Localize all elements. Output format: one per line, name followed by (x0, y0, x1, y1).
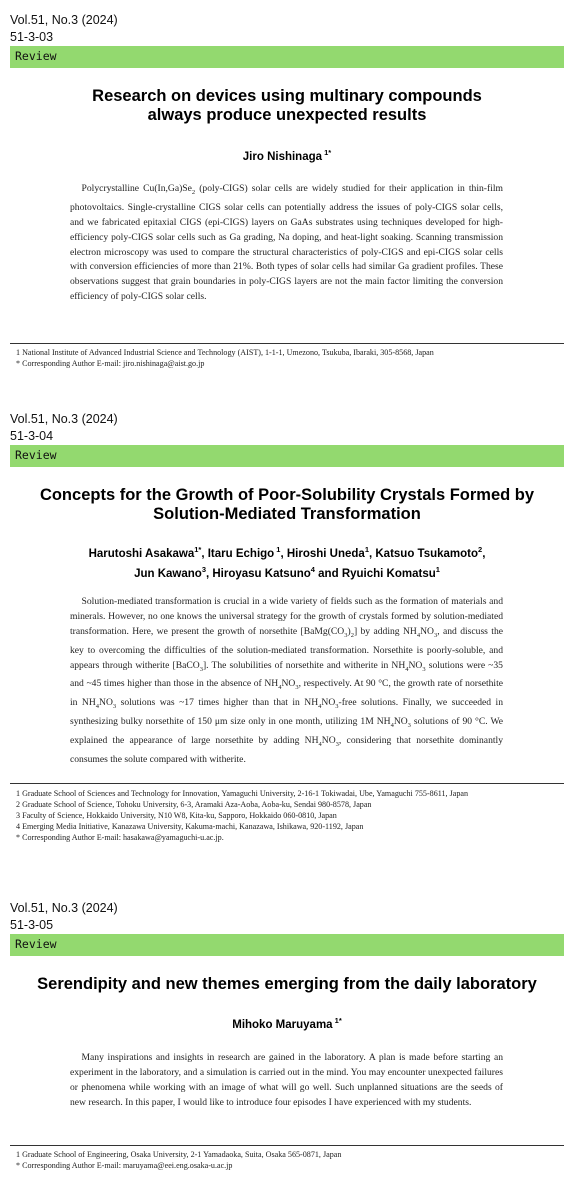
abstract-text: solutions of 90 °C. We explained the appearance of large norsethite by adding NH (70, 715, 503, 746)
abstract-text: NO (420, 625, 434, 637)
author-name: Jiro Nishinaga (242, 150, 323, 163)
abstract-subscript: 3 (344, 631, 348, 639)
footnotes (16, 788, 556, 843)
footnote-divider (10, 783, 564, 784)
abstract-subscript: 3 (335, 740, 339, 748)
abstract-subscript: 3 (407, 721, 411, 729)
abstract-subscript: 3 (335, 703, 339, 711)
abstract-subscript: 3 (433, 631, 438, 639)
section-bar (10, 934, 564, 956)
author-affiliation-mark: 1 (364, 545, 369, 554)
abstract-text: solutions was ~17 times higher than that in NH (116, 697, 319, 709)
abstract-subscript: 2 (191, 188, 196, 196)
author-name: Ryuichi Komatsu (341, 567, 436, 580)
article-code: 51-3-03 (10, 30, 54, 44)
author-affiliation-mark: 3 (201, 564, 206, 574)
abstract-text: Many inspirations and insights in research are gained in the laboratory. A plan is made before starting an experiment in the laboratory, and a simulation is carried out in the mind. You may encounter unexpected failures or phenomena while working with an image of what will go well. Such unplanned situations are the seeds of new research. In this paper, I would like to introduce four episodes I have experienced with my students. (70, 1052, 503, 1108)
author-separator: , (201, 547, 208, 560)
abstract-subscript: 4 (318, 703, 322, 711)
footnotes (16, 347, 556, 369)
footnote: 1 National Institute of Advanced Industrial Science and Technology (AIST), 1-1-1, Umezono, Tsukuba, Ibaraki, 305-8568, Japan (16, 348, 434, 357)
author-affiliation-mark: 1* (194, 545, 202, 554)
abstract-subscript: 4 (95, 703, 100, 711)
author-name: Hiroyasu Katsuno (212, 567, 311, 580)
abstract-text: NO (281, 678, 296, 690)
footnote-divider (10, 1145, 564, 1146)
abstract (70, 595, 503, 768)
abstract-text: NO (321, 697, 336, 709)
abstract-text: Solution-mediated transformation is crucial in a wide variety of fields such as the formation of materials and minerals. However, no one knows the universal strategy for the growth of crystals formed by solution-mediated transformation. Here, we present the growth of norsethite [BaMg(CO (70, 596, 503, 637)
abstract (70, 1051, 503, 1111)
abstract-subscript: 4 (390, 721, 394, 729)
author-affiliation-mark: 4 (310, 564, 315, 574)
author-separator: , (205, 567, 213, 580)
footnote: 3 Faculty of Science, Hokkaido University, N10 W8, Kita-ku, Sapporo, Hokkaido 060-0810, Japan (16, 811, 337, 820)
abstract-text: ] by adding NH (353, 625, 417, 637)
title-line: Concepts for the Growth of Poor-Solubility Crystals Formed by (39, 486, 535, 504)
section-bar (10, 445, 564, 467)
author-affiliation-mark: 2 (478, 545, 483, 554)
title-line: Research on devices using multinary compounds (92, 87, 482, 105)
abstract-text: NO (99, 697, 113, 709)
footnote-divider (10, 343, 564, 344)
abstract-subscript: 3 (112, 703, 117, 711)
abstract-subscript: 4 (318, 740, 322, 748)
author-name: Itaru Echigo (207, 547, 275, 560)
author-separator: and (314, 567, 342, 580)
title-line: always produce unexpected results (147, 106, 427, 124)
author-affiliation-mark: 1* (322, 148, 332, 157)
author-name: Jun Kawano (134, 567, 202, 580)
article-code: 51-3-05 (10, 918, 54, 932)
abstract-subscript: 3 (295, 684, 299, 692)
author-affiliation-mark: 1* (332, 1016, 342, 1025)
author-separator: , (482, 547, 486, 560)
section-label: Review (15, 937, 57, 951)
section-bar (10, 46, 564, 68)
article-title (10, 975, 564, 994)
abstract-text: NO (321, 734, 336, 746)
author-name: Katsuo Tsukamoto (375, 547, 479, 560)
volume-info: Vol.51, No.3 (2024) (10, 412, 118, 426)
abstract-text: solutions were ~35 and ~45 times higher than those in the absence of NH (70, 659, 503, 690)
abstract-subscript: 2 (350, 631, 354, 639)
abstract-subscript: 3 (199, 665, 203, 673)
author-name: Mihoko Maruyama (232, 1018, 333, 1031)
footnote: * Corresponding Author E-mail: jiro.nishinaga@aist.go.jp (16, 359, 205, 368)
abstract-subscript: 4 (405, 665, 409, 673)
abstract-subscript: 4 (416, 631, 421, 639)
author-line (10, 542, 564, 562)
author-affiliation-mark: 1 (274, 545, 281, 554)
volume-info: Vol.51, No.3 (2024) (10, 901, 118, 915)
footnote: 1 Graduate School of Sciences and Technology for Innovation, Yamaguchi University, 2-16-1 Tokiwadai, Ube, Yamaguchi 755-8611, Japan (16, 789, 469, 798)
footnote: * Corresponding Author E-mail: maruyama@eei.eng.osaka-u.ac.jp (16, 1161, 233, 1170)
author-name: Hiroshi Uneda (286, 547, 365, 560)
abstract-text: , and discuss the key to overcoming the difficulties of the solution-mediated transformation. Norsethite is poorly-soluble, and appears through witherite [BaCO (70, 625, 504, 671)
abstract-text: ]. The solubilities of norsethite and witherite in NH (202, 659, 406, 671)
author-line (10, 1013, 564, 1033)
title-line: Solution-Mediated Transformation (153, 505, 421, 523)
abstract-text: NO (408, 659, 423, 671)
section-label: Review (15, 448, 57, 462)
footnote: * Corresponding Author E-mail: hasakawa@yamaguchi-u.ac.jp. (16, 833, 224, 842)
author-name: Harutoshi Asakawa (88, 547, 195, 560)
author-line (10, 145, 564, 165)
footnote: 4 Emerging Media Initiative, Kanazawa University, Kakuma-machi, Kanazawa, Ishikawa, 920-1192, Japan (16, 822, 364, 831)
author-block (10, 542, 564, 582)
footnote: 1 Graduate School of Engineering, Osaka University, 2-1 Yamadaoka, Suita, Osaka 565-0871, Japan (16, 1150, 342, 1159)
abstract-text: ) (347, 625, 351, 637)
abstract-text: -free solutions. Finally, we succeeded in synthesizing bulky norsethite of 150 μm size only in one month, utilizing 1M NH (70, 697, 503, 727)
abstract-subscript: 4 (278, 684, 282, 692)
abstract-subscript: 3 (422, 665, 426, 673)
article-title (10, 87, 564, 125)
abstract-text: , respectively. At 90 °C, the growth rate of norsethite in NH (70, 678, 504, 709)
author-affiliation-mark: 1 (435, 564, 440, 574)
abstract-text: (poly-CIGS) solar cells are widely studied for their application in thin-film photovoltaics. Single-crystalline CIGS solar cells can potentially address the issues of poly-CIGS solar cells, and we fabricated epitaxial CIGS (epi-CIGS) layers on GaAs substrates using techniques developed for high-efficiency poly-CIGS solar cells such as Ga grading, Na doping, and heat-light soaking. Scanning transmission electron microscopy was used to compare the structural characteristics of poly-CIGS and epi-CIGS solar cells with conversion efficiencies of more than 21%. Both types of solar cells had similar Ga gradient profiles. These observations suggest that grain boundaries in poly-CIGS layers are not the main factor limiting the conversion efficiency of poly-CIGS solar cells. (70, 183, 503, 303)
abstract-text: NO (393, 715, 408, 727)
author-separator: , (368, 547, 376, 560)
abstract-text: , considering that norsethite dominantly consumes the solute compared with witherite. (70, 734, 503, 765)
article-title (10, 486, 564, 524)
volume-info: Vol.51, No.3 (2024) (10, 13, 118, 27)
author-line (10, 562, 564, 582)
abstract (70, 182, 503, 305)
abstract-text: Polycrystalline Cu(In,Ga)Se (81, 183, 192, 194)
section-label: Review (15, 49, 57, 63)
article-code: 51-3-04 (10, 429, 54, 443)
author-separator: , (280, 547, 287, 560)
footnotes (16, 1149, 556, 1171)
footnote: 2 Graduate School of Science, Tohoku University, 6-3, Aramaki Aza-Aoba, Aoba-ku, Sendai 980-8578, Japan (16, 800, 372, 809)
title-line: Serendipity and new themes emerging from the daily laboratory (37, 975, 537, 993)
